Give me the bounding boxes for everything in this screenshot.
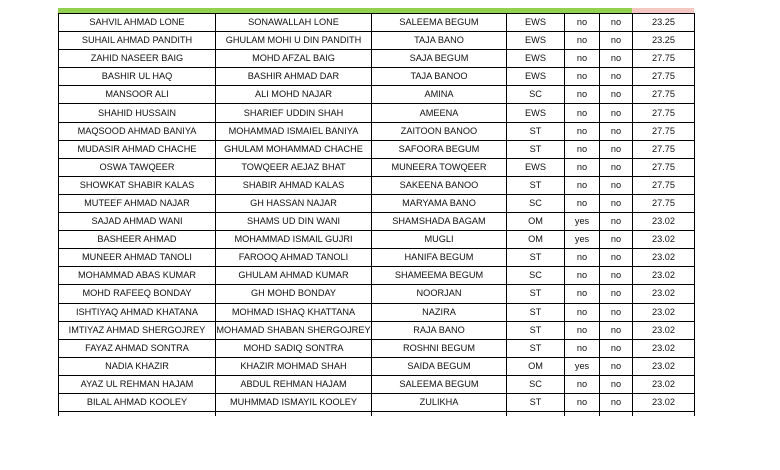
flag-b-cell: no	[600, 50, 633, 68]
table-body	[59, 14, 695, 417]
candidate-name-cell	[59, 412, 216, 417]
mother-name-cell: SALEEMA BEGUM	[372, 375, 507, 393]
flag-a-cell: yes	[565, 357, 600, 375]
table-row	[59, 32, 695, 50]
father-name-cell: SHARIEF UDDIN SHAH	[216, 104, 372, 122]
flag-b-cell: no	[600, 122, 633, 140]
category-cell: EWS	[507, 158, 565, 176]
table-row	[59, 267, 695, 285]
table-row	[59, 68, 695, 86]
candidate-name-cell: FAYAZ AHMAD SONTRA	[59, 339, 216, 357]
candidate-name-cell: MOHAMMAD ABAS KUMAR	[59, 267, 216, 285]
flag-a-cell: no	[565, 176, 600, 194]
score-cell: 23.02	[633, 303, 695, 321]
candidate-table	[58, 13, 695, 416]
candidate-name-cell: SAJAD AHMAD WANI	[59, 213, 216, 231]
father-name-cell: MOHAMAD SHABAN SHERGOJREY	[216, 321, 372, 339]
flag-b-cell: no	[600, 14, 633, 32]
table-row	[59, 249, 695, 267]
father-name-cell: GHULAM MOHI U DIN PANDITH	[216, 32, 372, 50]
table-row-partial	[59, 412, 695, 417]
candidate-name-cell: AYAZ UL REHMAN HAJAM	[59, 375, 216, 393]
category-cell: ST	[507, 321, 565, 339]
flag-a-cell: no	[565, 339, 600, 357]
mother-name-cell: HANIFA BEGUM	[372, 249, 507, 267]
score-cell: 23.25	[633, 32, 695, 50]
category-cell: ST	[507, 176, 565, 194]
table-row	[59, 339, 695, 357]
table-row	[59, 213, 695, 231]
score-cell: 23.02	[633, 339, 695, 357]
candidate-name-cell: SHOWKAT SHABIR KALAS	[59, 176, 216, 194]
table-row	[59, 357, 695, 375]
candidate-name-cell: MANSOOR ALI	[59, 86, 216, 104]
father-name-cell: MOHD SADIQ SONTRA	[216, 339, 372, 357]
category-cell: ST	[507, 249, 565, 267]
flag-b-cell: no	[600, 213, 633, 231]
flag-a-cell	[565, 412, 600, 417]
category-cell: ST	[507, 122, 565, 140]
flag-b-cell	[600, 412, 633, 417]
candidate-name-cell: MUNEER AHMAD TANOLI	[59, 249, 216, 267]
mother-name-cell: RAJA BANO	[372, 321, 507, 339]
category-cell: EWS	[507, 50, 565, 68]
flag-a-cell: no	[565, 104, 600, 122]
flag-b-cell: no	[600, 176, 633, 194]
candidate-name-cell: SAHVIL AHMAD LONE	[59, 14, 216, 32]
flag-a-cell: no	[565, 122, 600, 140]
score-cell: 27.75	[633, 86, 695, 104]
mother-name-cell	[372, 412, 507, 417]
score-cell: 23.02	[633, 357, 695, 375]
flag-a-cell: yes	[565, 213, 600, 231]
score-cell: 27.75	[633, 194, 695, 212]
mother-name-cell: SAFOORA BEGUM	[372, 140, 507, 158]
score-cell: 23.02	[633, 213, 695, 231]
category-cell: OM	[507, 357, 565, 375]
flag-b-cell: no	[600, 393, 633, 411]
candidate-name-cell: SUHAIL AHMAD PANDITH	[59, 32, 216, 50]
father-name-cell: TOWQEER AEJAZ BHAT	[216, 158, 372, 176]
flag-b-cell: no	[600, 104, 633, 122]
flag-b-cell: no	[600, 375, 633, 393]
table-row	[59, 393, 695, 411]
flag-b-cell: no	[600, 140, 633, 158]
flag-b-cell: no	[600, 303, 633, 321]
flag-b-cell: no	[600, 32, 633, 50]
table-row	[59, 231, 695, 249]
flag-b-cell: no	[600, 194, 633, 212]
score-cell	[633, 412, 695, 417]
score-cell: 23.02	[633, 267, 695, 285]
score-cell: 23.02	[633, 321, 695, 339]
father-name-cell	[216, 412, 372, 417]
mother-name-cell: AMINA	[372, 86, 507, 104]
mother-name-cell: MUNEERA TOWQEER	[372, 158, 507, 176]
score-cell: 23.02	[633, 249, 695, 267]
score-cell: 27.75	[633, 122, 695, 140]
table-row	[59, 303, 695, 321]
mother-name-cell: ZAITOON BANOO	[372, 122, 507, 140]
score-cell: 27.75	[633, 50, 695, 68]
candidate-name-cell: OSWA TAWQEER	[59, 158, 216, 176]
flag-a-cell: no	[565, 68, 600, 86]
mother-name-cell: MARYAMA BANO	[372, 194, 507, 212]
father-name-cell: MOHAMMAD ISMAIL GUJRI	[216, 231, 372, 249]
flag-a-cell: no	[565, 50, 600, 68]
category-cell: EWS	[507, 68, 565, 86]
table-row	[59, 140, 695, 158]
category-cell: EWS	[507, 32, 565, 50]
score-cell: 23.02	[633, 375, 695, 393]
father-name-cell: GH MOHD BONDAY	[216, 285, 372, 303]
candidate-name-cell: NADIA KHAZIR	[59, 357, 216, 375]
score-cell: 27.75	[633, 104, 695, 122]
flag-a-cell: no	[565, 393, 600, 411]
mother-name-cell: SHAMEEMA BEGUM	[372, 267, 507, 285]
flag-b-cell: no	[600, 86, 633, 104]
table-row	[59, 14, 695, 32]
father-name-cell: MOHMAD ISHAQ KHATTANA	[216, 303, 372, 321]
father-name-cell: MOHD AFZAL BAIG	[216, 50, 372, 68]
table-row	[59, 104, 695, 122]
candidate-name-cell: BASHIR UL HAQ	[59, 68, 216, 86]
score-cell: 23.25	[633, 14, 695, 32]
father-name-cell: ALI MOHD NAJAR	[216, 86, 372, 104]
flag-b-cell: no	[600, 321, 633, 339]
father-name-cell: BASHIR AHMAD DAR	[216, 68, 372, 86]
score-cell: 23.02	[633, 393, 695, 411]
score-cell: 27.75	[633, 68, 695, 86]
candidate-name-cell: MUTEEF AHMAD NAJAR	[59, 194, 216, 212]
father-name-cell: KHAZIR MOHMAD SHAH	[216, 357, 372, 375]
mother-name-cell: TAJA BANOO	[372, 68, 507, 86]
category-cell: SC	[507, 375, 565, 393]
category-cell: EWS	[507, 14, 565, 32]
father-name-cell: GHULAM AHMAD KUMAR	[216, 267, 372, 285]
flag-a-cell: no	[565, 14, 600, 32]
flag-b-cell: no	[600, 267, 633, 285]
score-cell: 23.02	[633, 231, 695, 249]
flag-a-cell: yes	[565, 231, 600, 249]
mother-name-cell: SAJA BEGUM	[372, 50, 507, 68]
candidate-name-cell: ISHTIYAQ AHMAD KHATANA	[59, 303, 216, 321]
father-name-cell: ABDUL REHMAN HAJAM	[216, 375, 372, 393]
flag-a-cell: no	[565, 303, 600, 321]
table-row	[59, 122, 695, 140]
flag-b-cell: no	[600, 158, 633, 176]
father-name-cell: FAROOQ AHMAD TANOLI	[216, 249, 372, 267]
mother-name-cell: ZULIKHA	[372, 393, 507, 411]
table-row	[59, 285, 695, 303]
father-name-cell: SHAMS UD DIN WANI	[216, 213, 372, 231]
category-cell: SC	[507, 194, 565, 212]
score-cell: 27.75	[633, 176, 695, 194]
mother-name-cell: SALEEMA BEGUM	[372, 14, 507, 32]
category-cell: SC	[507, 86, 565, 104]
flag-a-cell: no	[565, 32, 600, 50]
category-cell: SC	[507, 267, 565, 285]
mother-name-cell: SHAMSHADA BAGAM	[372, 213, 507, 231]
flag-a-cell: no	[565, 86, 600, 104]
flag-a-cell: no	[565, 158, 600, 176]
table-row	[59, 176, 695, 194]
candidate-name-cell: MOHD RAFEEQ BONDAY	[59, 285, 216, 303]
category-cell: ST	[507, 303, 565, 321]
flag-b-cell: no	[600, 249, 633, 267]
mother-name-cell: ROSHNI BEGUM	[372, 339, 507, 357]
father-name-cell: GHULAM MOHAMMAD CHACHE	[216, 140, 372, 158]
flag-b-cell: no	[600, 339, 633, 357]
flag-a-cell: no	[565, 267, 600, 285]
category-cell: OM	[507, 213, 565, 231]
category-cell: ST	[507, 140, 565, 158]
table-row	[59, 375, 695, 393]
candidate-name-cell: MUDASIR AHMAD CHACHE	[59, 140, 216, 158]
father-name-cell: MOHAMMAD ISMAIEL BANIYA	[216, 122, 372, 140]
mother-name-cell: TAJA BANO	[372, 32, 507, 50]
flag-a-cell: no	[565, 321, 600, 339]
category-cell: ST	[507, 393, 565, 411]
father-name-cell: MUHMMAD ISMAYIL KOOLEY	[216, 393, 372, 411]
score-cell: 27.75	[633, 158, 695, 176]
mother-name-cell: SAIDA BEGUM	[372, 357, 507, 375]
candidate-name-cell: IMTIYAZ AHMAD SHERGOJREY	[59, 321, 216, 339]
candidate-name-cell: SHAHID HUSSAIN	[59, 104, 216, 122]
category-cell: ST	[507, 285, 565, 303]
candidate-name-cell: BASHEER AHMAD	[59, 231, 216, 249]
mother-name-cell: MUGLI	[372, 231, 507, 249]
score-cell: 27.75	[633, 140, 695, 158]
candidate-name-cell: BILAL AHMAD KOOLEY	[59, 393, 216, 411]
table-row	[59, 158, 695, 176]
flag-a-cell: no	[565, 375, 600, 393]
flag-b-cell: no	[600, 285, 633, 303]
category-cell	[507, 412, 565, 417]
mother-name-cell: NOORJAN	[372, 285, 507, 303]
table-row	[59, 50, 695, 68]
candidate-name-cell: MAQSOOD AHMAD BANIYA	[59, 122, 216, 140]
candidate-name-cell: ZAHID NASEER BAIG	[59, 50, 216, 68]
flag-a-cell: no	[565, 249, 600, 267]
score-cell: 23.02	[633, 285, 695, 303]
father-name-cell: GH HASSAN NAJAR	[216, 194, 372, 212]
father-name-cell: SONAWALLAH LONE	[216, 14, 372, 32]
flag-a-cell: no	[565, 140, 600, 158]
father-name-cell: SHABIR AHMAD KALAS	[216, 176, 372, 194]
table-row	[59, 194, 695, 212]
category-cell: OM	[507, 231, 565, 249]
flag-b-cell: no	[600, 357, 633, 375]
category-cell: ST	[507, 339, 565, 357]
table-row	[59, 321, 695, 339]
category-cell: EWS	[507, 104, 565, 122]
mother-name-cell: NAZIRA	[372, 303, 507, 321]
mother-name-cell: AMEENA	[372, 104, 507, 122]
mother-name-cell: SAKEENA BANOO	[372, 176, 507, 194]
flag-b-cell: no	[600, 68, 633, 86]
flag-a-cell: no	[565, 285, 600, 303]
table-row	[59, 86, 695, 104]
flag-a-cell: no	[565, 194, 600, 212]
flag-b-cell: no	[600, 231, 633, 249]
